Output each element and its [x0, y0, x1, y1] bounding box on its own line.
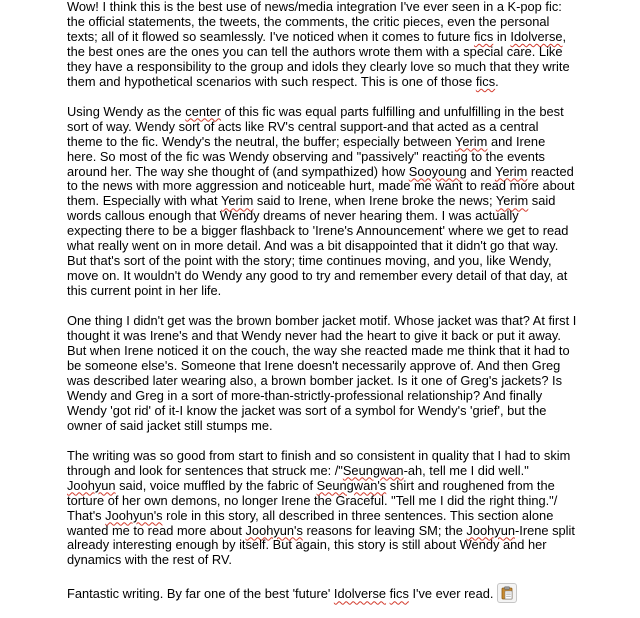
text-run: reacted to the news with more aggression and noticeable hurt, made me want to read more about them. Especially with what [67, 163, 575, 209]
text-run: reasons for leaving SM; the [302, 522, 467, 538]
misspelled-word[interactable]: Yerim [495, 193, 529, 209]
misspelled-word[interactable]: fics [473, 28, 494, 44]
document-body[interactable] [67, 0, 577, 618]
text-run: shirt and roughened from the torture of her own demons, no longer Irene the Graceful. "Tell me I did the right thing."/ That's [67, 477, 558, 523]
text-run: Wow! I think this is the best use of news/media integration I've ever seen in a K-pop fic: the official statements, the tweets, the comments, the critic pieces, even the personal texts; all of it flowed so seamlessly. I've noticed when it comes to future [67, 0, 562, 44]
text-run: said, voice muffled by the fabric of [115, 477, 317, 493]
misspelled-word[interactable]: Joohyun [466, 522, 515, 538]
misspelled-word[interactable]: center [185, 103, 221, 119]
misspelled-word[interactable]: Joohyun's [105, 507, 163, 523]
misspelled-word[interactable]: Seungwan [342, 462, 404, 478]
text-run: -ah, tell me I did well." [403, 462, 529, 478]
misspelled-word[interactable]: Idolverse [510, 28, 563, 44]
text-run: said to Irene, when Irene broke the news; [253, 193, 496, 209]
text-run: role in this story, all described in three sentences. This section alone wanted me to read more about [67, 507, 554, 538]
paragraph-2 [67, 105, 577, 299]
misspelled-word[interactable]: Idolverse [333, 586, 387, 602]
misspelled-word[interactable]: Sooyoung [408, 163, 467, 179]
misspelled-word[interactable]: Joohyun [67, 477, 116, 493]
misspelled-word[interactable]: Yerim [220, 193, 254, 209]
misspelled-word[interactable]: fics [475, 73, 496, 89]
text-run: and Irene here. So most of the fic was Wendy observing and "passively" reacting to the events around her. The way she thought of (and sympathized) how [67, 133, 546, 179]
paragraph-1 [67, 0, 577, 90]
text-run: -Irene split already interesting enough by itself. But again, this story is still about Wendy and her dynamics with the rest of RV. [67, 522, 575, 568]
paragraph-5 [67, 583, 577, 603]
text-run: One thing I didn't get was the brown bomber jacket motif. Whose jacket was that? At first I thought it was Irene's and that Wendy never had the heart to give it back or put it away. But when Irene noticed it on the couch, the way she reacted made me think that it had to be someone else's. Someone that Irene doesn't necessarily approve of. And then Greg was described later wearing also, a brown bomber jacket. Is it one of Greg's jackets? Is Wendy and Greg in a sort of more-than-strictly-professional relationship? And finally Wendy 'got rid' of it-I know the jacket was sort of a symbol for Wendy's 'grief', but the owner of said jacket still stumps me. [67, 313, 577, 433]
text-run: in [493, 28, 511, 44]
text-run: Using Wendy as the [67, 103, 186, 119]
misspelled-word[interactable]: Joohyun's [245, 522, 303, 538]
misspelled-word[interactable]: fics [389, 586, 409, 602]
text-run: . [495, 73, 499, 89]
text-run: Fantastic writing. By far one of the best 'future' [67, 586, 334, 602]
text-run: The writing was so good from start to finish and so consistent in quality that I had to skim through and look for sentences that struck me: /" [67, 447, 571, 478]
text-run: said words callous enough that Wendy dreams of never hearing them. I was actually expecting there to be a bigger flashback to 'Irene's Announcement' where we get to read what really went on in more detail. And was a bit disappointed that it didn't go that way. But that's sort of the point with the story; time continues moving, and you, like Wendy, move on. It wouldn't do Wendy any good to try and remember every detail of that day, at this current point in her life. [67, 193, 569, 299]
text-run: of this fic was equal parts fulfilling and unfulfilling in the best sort of way. Wendy sort of acts like RV's central support-and that acted as a central theme to the fic. Wendy's the neutral, the buffer; especially between [67, 103, 564, 149]
paste-clipboard-icon [500, 586, 514, 600]
paragraph-4 [67, 449, 577, 569]
paste-options-button[interactable] [497, 583, 517, 603]
misspelled-word[interactable]: Seungwan's [316, 477, 387, 493]
text-run: , the best ones are the ones you can tell the authors wrote them with a special care. Like they have a responsibility to the group and idols they clearly love so much that they write them and hypothetical scenarios with such respect. This is one of those [67, 28, 570, 89]
misspelled-word[interactable]: Yerim [494, 163, 528, 179]
misspelled-word[interactable]: Yerim [455, 133, 488, 149]
text-run: and [466, 163, 495, 179]
text-run: I've ever read. [408, 586, 494, 602]
paragraph-3 [67, 314, 577, 434]
